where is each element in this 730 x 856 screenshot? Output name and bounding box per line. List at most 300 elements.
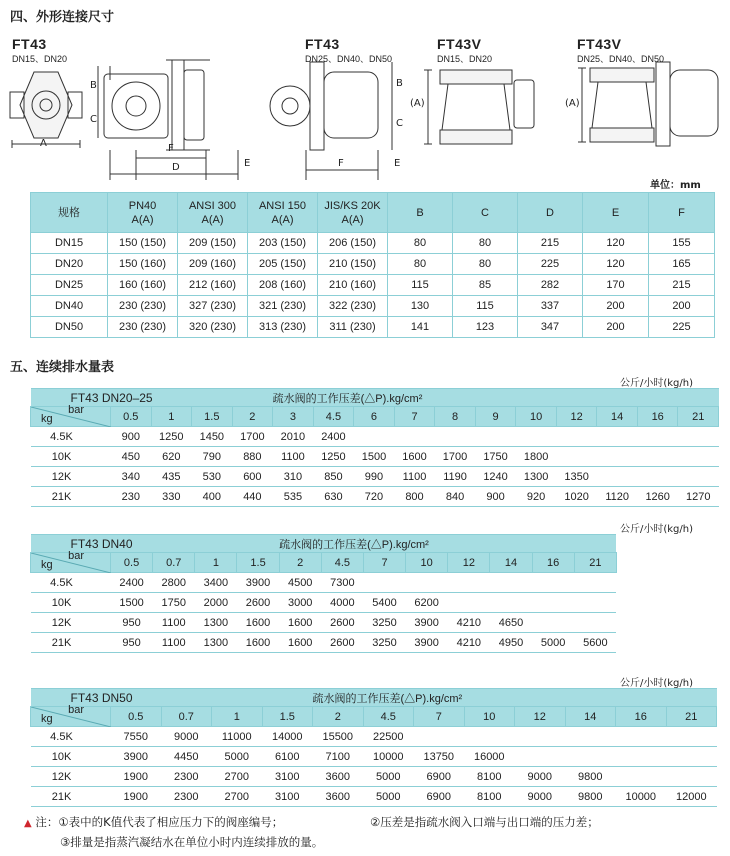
- capacity-cell: 5000: [212, 747, 263, 767]
- dims-cell: 120: [583, 254, 649, 275]
- dims-cell: 141: [388, 317, 453, 338]
- capacity-cell: 2700: [212, 787, 263, 807]
- dims-row: [31, 233, 715, 254]
- outline-drawings: [0, 0, 730, 180]
- dims-cell: 210 (160): [318, 275, 388, 296]
- capacity-cell: [556, 427, 597, 447]
- capacity-cell: 2000: [195, 593, 237, 613]
- pressure-header: 21: [678, 407, 719, 427]
- capacity-cell: 880: [232, 447, 273, 467]
- note-prefix: 注：: [35, 815, 59, 829]
- capacity-table-dn20-25: [30, 388, 719, 507]
- capacity-cell: [678, 427, 719, 447]
- capacity-cell: [616, 747, 667, 767]
- dims-cell: 206 (150): [318, 233, 388, 254]
- pressure-header: 9: [475, 407, 516, 427]
- dims-cell: 347: [518, 317, 583, 338]
- capacity-cell: [637, 447, 678, 467]
- drawing-sizes-1: DN15、DN20: [12, 54, 68, 64]
- dims-cell: 200: [649, 296, 715, 317]
- capacity-cell: 5000: [532, 633, 574, 653]
- capacity-cell: 4450: [161, 747, 212, 767]
- drawing-ft43-side: [98, 60, 238, 180]
- dims-cell: 230 (230): [108, 317, 178, 338]
- seat-code: 12K: [31, 613, 111, 633]
- capacity-cell: 3000: [279, 593, 321, 613]
- cap2-unit: 公斤/小时(kg/h): [620, 524, 694, 535]
- kg-bar-corner: [31, 404, 111, 427]
- cap-header-row: [31, 407, 719, 427]
- dims-cell: 160 (160): [108, 275, 178, 296]
- pressure-header: 0.7: [153, 553, 195, 573]
- capacity-cell: 3900: [111, 747, 162, 767]
- capacity-cell: 1300: [195, 613, 237, 633]
- capacity-cell: 900: [111, 427, 152, 447]
- dims-cell: 123: [453, 317, 518, 338]
- capacity-cell: 1600: [279, 633, 321, 653]
- kg-label: kg: [41, 413, 53, 425]
- capacity-cell: [666, 747, 717, 767]
- cap-row: [31, 767, 717, 787]
- dim-letter-b: B: [90, 80, 97, 91]
- pressure-header: 12: [515, 707, 566, 727]
- cap-header-row: [31, 553, 617, 573]
- dims-cell: 322 (230): [318, 296, 388, 317]
- dims-header-cell: JIS/KS 20K A(A): [318, 193, 388, 233]
- capacity-cell: 990: [354, 467, 395, 487]
- capacity-cell: [597, 447, 638, 467]
- dims-cell: 212 (160): [178, 275, 248, 296]
- capacity-cell: 1100: [153, 613, 195, 633]
- capacity-cell: 4500: [279, 573, 321, 593]
- capacity-cell: 3900: [406, 613, 448, 633]
- drawing-ft43v-small: [424, 70, 534, 144]
- capacity-cell: 1100: [153, 633, 195, 653]
- capacity-cell: 4950: [490, 633, 532, 653]
- dims-header-cell: F: [649, 193, 715, 233]
- pressure-header: 0.5: [111, 407, 152, 427]
- capacity-cell: 950: [111, 633, 153, 653]
- dims-cell: 225: [649, 317, 715, 338]
- capacity-cell: 2010: [273, 427, 314, 447]
- dims-cell: 210 (150): [318, 254, 388, 275]
- drawing-model-1: FT43: [12, 36, 47, 52]
- dims-header-cell: B: [388, 193, 453, 233]
- capacity-cell: 1700: [435, 447, 476, 467]
- capacity-cell: 920: [516, 487, 557, 507]
- capacity-cell: 12000: [666, 787, 717, 807]
- dims-cell: 230 (230): [108, 296, 178, 317]
- capacity-cell: 1800: [516, 447, 557, 467]
- capacity-cell: 2600: [237, 593, 279, 613]
- kg-bar-corner: [31, 704, 111, 727]
- dims-header-cell: C: [453, 193, 518, 233]
- cap-title-row: [31, 389, 719, 407]
- capacity-cell: 840: [435, 487, 476, 507]
- capacity-cell: 2300: [161, 767, 212, 787]
- pressure-header: 0.5: [111, 707, 162, 727]
- dims-cell: 203 (150): [248, 233, 318, 254]
- capacity-cell: 720: [354, 487, 395, 507]
- dims-cell: 313 (230): [248, 317, 318, 338]
- pressure-header: 8: [435, 407, 476, 427]
- capacity-cell: [574, 593, 616, 613]
- dims-cell: 209 (160): [178, 254, 248, 275]
- capacity-cell: [597, 467, 638, 487]
- kg-bar-corner: [31, 550, 111, 573]
- pressure-header: 7: [363, 553, 405, 573]
- capacity-cell: 790: [192, 447, 233, 467]
- capacity-cell: 3900: [406, 633, 448, 653]
- cap-table-subtitle: 疏水阀的工作压差(△P).kg/cm²: [273, 389, 719, 407]
- capacity-cell: [574, 613, 616, 633]
- bar-label: bar: [68, 704, 84, 716]
- pressure-header: 21: [666, 707, 717, 727]
- warning-triangle-icon: ▲: [24, 818, 32, 829]
- dims-cell: 208 (160): [248, 275, 318, 296]
- pressure-header: 1: [151, 407, 192, 427]
- seat-code: 4.5K: [31, 727, 111, 747]
- dims-cell: 215: [518, 233, 583, 254]
- pressure-header: 3: [273, 407, 314, 427]
- dims-header-cell: ANSI 300 A(A): [178, 193, 248, 233]
- dims-unit: 单位：mm: [650, 180, 701, 191]
- capacity-cell: 9000: [515, 787, 566, 807]
- capacity-cell: 1240: [475, 467, 516, 487]
- capacity-cell: [464, 727, 515, 747]
- capacity-cell: [414, 727, 465, 747]
- capacity-cell: [565, 747, 616, 767]
- pressure-header: 12: [448, 553, 490, 573]
- cap-row: [31, 447, 719, 467]
- pressure-header: 7: [394, 407, 435, 427]
- seat-code: 12K: [31, 767, 111, 787]
- dim-letter-f2: F: [338, 158, 344, 169]
- capacity-cell: 22500: [363, 727, 414, 747]
- capacity-cell: [515, 747, 566, 767]
- capacity-cell: 2400: [111, 573, 153, 593]
- dims-cell: 115: [453, 296, 518, 317]
- capacity-cell: [532, 593, 574, 613]
- capacity-cell: [363, 573, 405, 593]
- capacity-cell: 7100: [313, 747, 364, 767]
- capacity-cell: 11000: [212, 727, 263, 747]
- dims-cell: 311 (230): [318, 317, 388, 338]
- drawing-sizes-2: DN25、DN40、DN50: [305, 54, 393, 64]
- capacity-cell: 4210: [448, 633, 490, 653]
- dims-cell: 80: [453, 233, 518, 254]
- seat-code: 21K: [31, 487, 111, 507]
- capacity-cell: [406, 573, 448, 593]
- pressure-header: 10: [464, 707, 515, 727]
- capacity-cell: 6900: [414, 767, 465, 787]
- capacity-cell: 7550: [111, 727, 162, 747]
- kg-label: kg: [41, 559, 53, 571]
- capacity-cell: [556, 447, 597, 467]
- seat-code: 4.5K: [31, 573, 111, 593]
- dims-header-cell: D: [518, 193, 583, 233]
- cap-title-row: [31, 535, 617, 553]
- capacity-cell: 6900: [414, 787, 465, 807]
- dims-header-cell: ANSI 150 A(A): [248, 193, 318, 233]
- dims-header-cell: PN40 A(A): [108, 193, 178, 233]
- pressure-header: 12: [556, 407, 597, 427]
- capacity-cell: 6200: [406, 593, 448, 613]
- dim-letter-c2: C: [396, 118, 403, 129]
- dims-cell: 282: [518, 275, 583, 296]
- dims-cell: 337: [518, 296, 583, 317]
- dims-cell: 165: [649, 254, 715, 275]
- capacity-cell: 530: [192, 467, 233, 487]
- pressure-header: 1.5: [237, 553, 279, 573]
- cap-row: [31, 487, 719, 507]
- capacity-cell: [532, 613, 574, 633]
- pressure-header: 14: [490, 553, 532, 573]
- cap-row: [31, 573, 617, 593]
- kg-label: kg: [41, 713, 53, 725]
- pressure-header: 0.5: [111, 553, 153, 573]
- dims-cell: 85: [453, 275, 518, 296]
- capacity-cell: 5600: [574, 633, 616, 653]
- capacity-cell: 850: [313, 467, 354, 487]
- capacity-cell: [475, 427, 516, 447]
- dims-cell: 321 (230): [248, 296, 318, 317]
- capacity-cell: [616, 727, 667, 747]
- capacity-cell: [532, 573, 574, 593]
- capacity-cell: 1020: [556, 487, 597, 507]
- capacity-cell: 1190: [435, 467, 476, 487]
- pressure-header: 16: [637, 407, 678, 427]
- pressure-header: 1.5: [262, 707, 313, 727]
- pressure-header: 16: [616, 707, 667, 727]
- capacity-cell: 3600: [313, 787, 364, 807]
- pressure-header: 1: [195, 553, 237, 573]
- capacity-cell: 2800: [153, 573, 195, 593]
- pressure-header: 2: [232, 407, 273, 427]
- capacity-cell: 950: [111, 613, 153, 633]
- capacity-cell: [597, 427, 638, 447]
- dims-cell: 130: [388, 296, 453, 317]
- drawing-model-2: FT43: [305, 36, 340, 52]
- note-1: ①表中的K值代表了相应压力下的阀座编号；: [58, 815, 284, 829]
- capacity-cell: 9800: [565, 787, 616, 807]
- cap1-unit: 公斤/小时(kg/h): [620, 378, 694, 389]
- capacity-cell: 2400: [313, 427, 354, 447]
- cap-table-name: FT43 DN50: [31, 689, 313, 707]
- dims-cell: 205 (150): [248, 254, 318, 275]
- capacity-cell: [435, 427, 476, 447]
- pressure-header: 0.7: [161, 707, 212, 727]
- dims-cell: 80: [388, 254, 453, 275]
- capacity-cell: 7300: [321, 573, 363, 593]
- capacity-cell: 9800: [565, 767, 616, 787]
- capacity-cell: 1450: [192, 427, 233, 447]
- dims-cell: DN50: [31, 317, 108, 338]
- dims-row: [31, 254, 715, 275]
- capacity-cell: 9000: [515, 767, 566, 787]
- cap3-unit: 公斤/小时(kg/h): [620, 678, 694, 689]
- capacity-cell: 4210: [448, 613, 490, 633]
- capacity-cell: 435: [151, 467, 192, 487]
- cap-row: [31, 747, 717, 767]
- capacity-cell: 450: [111, 447, 152, 467]
- dims-header-row: [31, 193, 715, 233]
- pressure-header: 14: [597, 407, 638, 427]
- capacity-cell: [354, 427, 395, 447]
- capacity-cell: 800: [394, 487, 435, 507]
- dim-letter-a: A: [40, 138, 47, 149]
- cap-table-subtitle: 疏水阀的工作压差(△P).kg/cm²: [313, 689, 717, 707]
- dims-cell: 150 (160): [108, 254, 178, 275]
- capacity-cell: 600: [232, 467, 273, 487]
- capacity-cell: 1500: [354, 447, 395, 467]
- dim-letter-e: E: [244, 158, 251, 169]
- dims-row: [31, 296, 715, 317]
- pressure-header: 10: [406, 553, 448, 573]
- pressure-header: 14: [565, 707, 616, 727]
- pressure-header: 1: [212, 707, 263, 727]
- dims-cell: 80: [388, 233, 453, 254]
- capacity-cell: 1250: [313, 447, 354, 467]
- note-3: ③排量是指蒸汽凝结水在单位小时内连续排放的量。: [60, 835, 324, 849]
- dim-letter-e2: E: [394, 158, 401, 169]
- capacity-cell: [490, 573, 532, 593]
- drawing-ft43v-large: [578, 62, 718, 146]
- capacity-cell: 1300: [516, 467, 557, 487]
- capacity-cell: 630: [313, 487, 354, 507]
- capacity-cell: 3250: [363, 633, 405, 653]
- dims-cell: 120: [583, 233, 649, 254]
- dims-cell: 150 (150): [108, 233, 178, 254]
- capacity-cell: 230: [111, 487, 152, 507]
- capacity-cell: 4000: [321, 593, 363, 613]
- capacity-cell: 1700: [232, 427, 273, 447]
- note-line-1: [24, 814, 283, 830]
- capacity-cell: [394, 427, 435, 447]
- capacity-cell: 1900: [111, 787, 162, 807]
- dims-cell: 200: [583, 296, 649, 317]
- capacity-cell: 1260: [637, 487, 678, 507]
- capacity-cell: 1100: [273, 447, 314, 467]
- capacity-cell: 1600: [394, 447, 435, 467]
- capacity-cell: 1350: [556, 467, 597, 487]
- capacity-cell: 3400: [195, 573, 237, 593]
- pressure-header: 21: [574, 553, 616, 573]
- capacity-cell: 1900: [111, 767, 162, 787]
- capacity-cell: 3900: [237, 573, 279, 593]
- capacity-cell: [616, 767, 667, 787]
- capacity-cell: [515, 727, 566, 747]
- capacity-cell: [637, 427, 678, 447]
- capacity-cell: 15500: [313, 727, 364, 747]
- capacity-cell: 900: [475, 487, 516, 507]
- capacity-cell: 16000: [464, 747, 515, 767]
- capacity-cell: 440: [232, 487, 273, 507]
- dimensions-table: [30, 192, 715, 338]
- seat-code: 21K: [31, 787, 111, 807]
- capacity-cell: 6100: [262, 747, 313, 767]
- cap-row: [31, 467, 719, 487]
- pressure-header: 16: [532, 553, 574, 573]
- capacity-section-title: 五、连续排水量表: [10, 360, 115, 375]
- cap-row: [31, 613, 617, 633]
- dims-cell: DN15: [31, 233, 108, 254]
- capacity-cell: 1600: [279, 613, 321, 633]
- dims-cell: DN40: [31, 296, 108, 317]
- capacity-cell: 330: [151, 487, 192, 507]
- capacity-cell: [565, 727, 616, 747]
- dims-cell: 200: [583, 317, 649, 338]
- capacity-cell: [678, 447, 719, 467]
- cap-row: [31, 787, 717, 807]
- bar-label: bar: [68, 404, 84, 416]
- drawing-model-3: FT43V: [437, 36, 482, 52]
- drawing-ft43-small: [10, 72, 82, 148]
- capacity-cell: 2700: [212, 767, 263, 787]
- capacity-cell: 3600: [313, 767, 364, 787]
- pressure-header: 2: [279, 553, 321, 573]
- cap-row: [31, 427, 719, 447]
- capacity-cell: [637, 467, 678, 487]
- capacity-cell: [448, 593, 490, 613]
- cap-row: [31, 727, 717, 747]
- capacity-cell: 1120: [597, 487, 638, 507]
- dims-cell: DN20: [31, 254, 108, 275]
- seat-code: 10K: [31, 747, 111, 767]
- dim-letter-d: D: [172, 162, 180, 173]
- dim-letter-c: C: [90, 114, 97, 125]
- drawing-model-4: FT43V: [577, 36, 622, 52]
- dim-letter-a4: (A): [565, 98, 580, 109]
- capacity-cell: 1250: [151, 427, 192, 447]
- capacity-cell: 14000: [262, 727, 313, 747]
- capacity-cell: [666, 727, 717, 747]
- dims-cell: 327 (230): [178, 296, 248, 317]
- dims-cell: 225: [518, 254, 583, 275]
- cap-table-subtitle: 疏水阀的工作压差(△P).kg/cm²: [279, 535, 616, 553]
- dims-cell: 320 (230): [178, 317, 248, 338]
- dim-letter-a3: (A): [410, 98, 425, 109]
- seat-code: 21K: [31, 633, 111, 653]
- dim-letter-f: F: [168, 143, 174, 154]
- cap-row: [31, 593, 617, 613]
- capacity-cell: 5000: [363, 787, 414, 807]
- dims-section-title: 四、外形连接尺寸: [10, 10, 115, 25]
- drawing-sizes-3: DN15、DN20: [437, 54, 493, 64]
- cap-table-name: FT43 DN20–25: [31, 389, 273, 407]
- seat-code: 4.5K: [31, 427, 111, 447]
- pressure-header: 6: [354, 407, 395, 427]
- capacity-cell: 5000: [363, 767, 414, 787]
- capacity-cell: 1600: [237, 613, 279, 633]
- dims-row: [31, 275, 715, 296]
- capacity-cell: 3100: [262, 767, 313, 787]
- note-2: ②压差是指疏水阀入口端与出口端的压力差；: [370, 815, 599, 829]
- drawing-ft43-large: [270, 62, 392, 180]
- dims-cell: 155: [649, 233, 715, 254]
- capacity-cell: 10000: [616, 787, 667, 807]
- capacity-cell: [574, 573, 616, 593]
- capacity-cell: 1270: [678, 487, 719, 507]
- pressure-header: 1.5: [192, 407, 233, 427]
- capacity-cell: 1300: [195, 633, 237, 653]
- bar-label: bar: [68, 550, 84, 562]
- pressure-header: 4.5: [363, 707, 414, 727]
- cap-row: [31, 633, 617, 653]
- capacity-table-dn50: [30, 688, 717, 807]
- capacity-cell: [448, 573, 490, 593]
- capacity-cell: 400: [192, 487, 233, 507]
